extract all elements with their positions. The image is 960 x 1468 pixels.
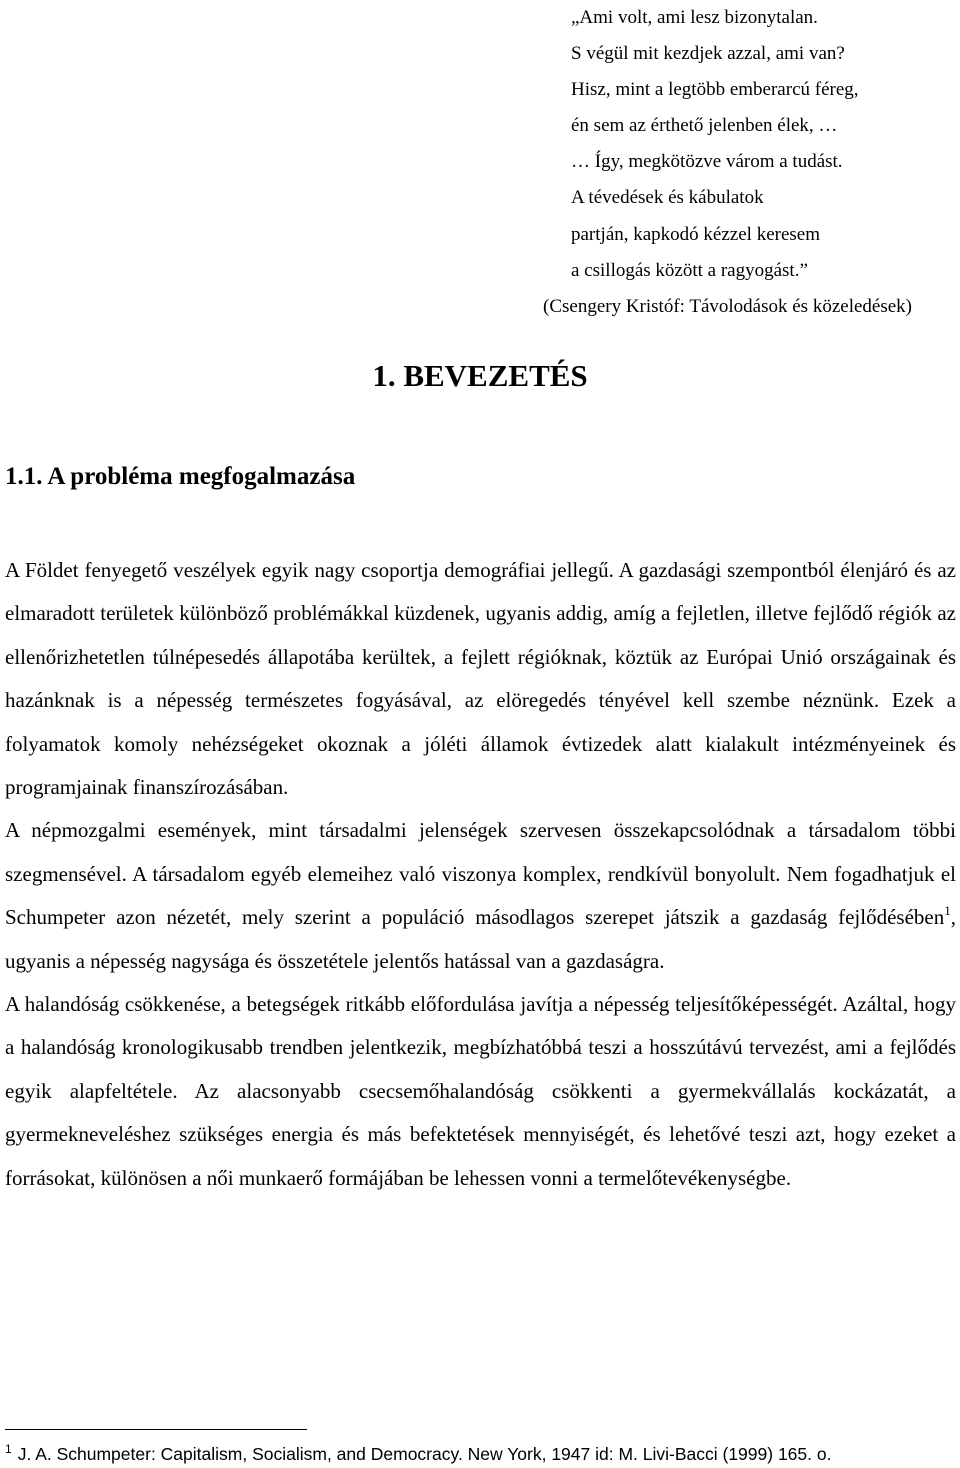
epigraph-line: én sem az érthető jelenben élek, … — [571, 115, 838, 137]
epigraph-line: S végül mit kezdjek azzal, ami van? — [571, 43, 845, 65]
paragraph: A halandóság csökkenése, a betegségek ritkább előfordulása javítja a népesség teljesítőképességét. Azáltal, hogy a halandóság kronologikusabb trendben jelentkezik, megbízhatóbbá teszi a hosszútávú tervezést, ami a fejlődés egyik alapfeltétele. Az alacsonyabb csecsemőhalandóság csökkenti a gyermekvállalás kockázatát, a gyermekneveléshez szükséges energia és más befektetések mennyiségét, és lehetővé teszi azt, hogy ezeket a forrásokat, különösen a női munkaerő formájában be lehessen vonni a termelőtevékenységbe. — [5, 992, 956, 1190]
epigraph-line: A tévedések és kábulatok — [571, 187, 764, 209]
epigraph-line: Hisz, mint a legtöbb emberarcú féreg, — [571, 79, 859, 101]
paragraph — [5, 809, 956, 983]
epigraph-attribution: (Csengery Kristóf: Távolodások és közeledések) — [543, 295, 912, 317]
paragraph: A Földet fenyegető veszélyek egyik nagy csoportja demográfiai jellegű. A gazdasági szempontból élenjáró és az elmaradott területek különböző problémákkal küzdenek, ugyanis addig, amíg a fejletlen, illetve fejlődő régiók az ellenőrizhetetlen túlnépesedés állapotába kerültek, a fejlett régióknak, köztük az Európai Unió országainak és hazánknak is a népesség természetes fogyásával, az elöregedés tényével kell szembe néznünk. Ezek a folyamatok komoly nehézségeket okoznak a jóléti államok évtizedek alatt kialakult intézményeinek és programjainak finanszírozásában. — [5, 558, 956, 800]
footnote-reference[interactable]: 1 — [944, 903, 951, 919]
paragraph-text: , ugyanis a népesség nagysága és összetétele jelentős hatással van a gazdaságra. — [5, 905, 956, 973]
section-title: 1.1. A probléma megfogalmazása — [5, 463, 356, 490]
footnote — [5, 1441, 831, 1467]
footnote-number: 1 — [5, 1442, 12, 1456]
paragraph-text: A népmozgalmi események, mint társadalmi jelenségek szervesen összekapcsolódnak a társadalom többi szegmensével. A társadalom egyéb elemeihez való viszonya komplex, rendkívül bonyolult. Nem fogadhatjuk el Schumpeter azon nézetét, mely szerint a populáció másodlagos szerepet játszik a gazdaság fejlődésében — [5, 818, 956, 930]
epigraph-line: a csillogás között a ragyogást.” — [571, 259, 808, 281]
epigraph-line: partján, kapkodó kézzel keresem — [571, 223, 820, 245]
body-text — [5, 549, 956, 1200]
footnote-separator — [5, 1429, 307, 1430]
footnote-text: J. A. Schumpeter: Capitalism, Socialism, and Democracy. New York, 1947 id: M. Livi-Bacci (1999) 165. o. — [17, 1444, 832, 1464]
epigraph-line: „Ami volt, ami lesz bizonytalan. — [571, 7, 818, 28]
epigraph — [543, 0, 956, 325]
chapter-title: 1. BEVEZETÉS — [372, 358, 588, 393]
epigraph-line: … Így, megkötözve várom a tudást. — [571, 151, 843, 173]
